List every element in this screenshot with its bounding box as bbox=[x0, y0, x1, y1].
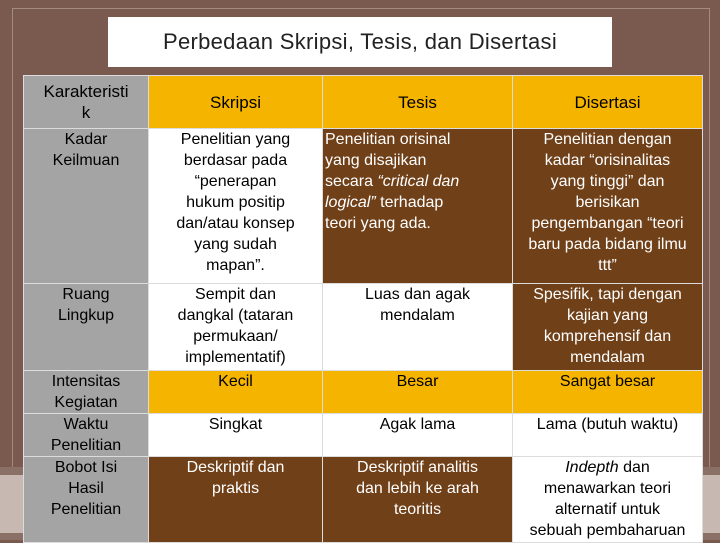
cell-skripsi-waktu: Singkat bbox=[149, 414, 323, 457]
cell-tesis-waktu: Agak lama bbox=[323, 414, 513, 457]
cell-tesis-ruang bbox=[323, 284, 513, 371]
cell-skripsi-kadar bbox=[149, 129, 323, 284]
slide-title-text: Perbedaan Skripsi, Tesis, dan Disertasi bbox=[162, 29, 558, 54]
comparison-table bbox=[23, 75, 703, 543]
cell-line: Penelitian yang bbox=[180, 131, 291, 148]
cell-line: dan lebih ke arah bbox=[356, 480, 479, 497]
header-karakteristik-line: Karakteristi bbox=[43, 82, 129, 101]
cell-italic-text: Indepth bbox=[565, 459, 619, 476]
header-karakteristik bbox=[24, 76, 149, 129]
table-row bbox=[24, 371, 703, 414]
cell-line: mendalam bbox=[570, 349, 645, 366]
cell-tesis-kadar bbox=[323, 129, 513, 284]
row-label-waktu bbox=[24, 414, 149, 457]
cell-line: menawarkan teori bbox=[543, 480, 672, 497]
cell-disertasi-bobot bbox=[513, 457, 703, 543]
cell-line: mendalam bbox=[380, 307, 455, 324]
cell-line: komprehensif dan bbox=[543, 328, 672, 345]
label-line: Kegiatan bbox=[54, 394, 118, 411]
label-line: Hasil bbox=[68, 480, 104, 497]
label-line: Intensitas bbox=[51, 373, 121, 390]
table-row bbox=[24, 284, 703, 371]
cell-line: teoritis bbox=[393, 501, 442, 518]
cell-line: hukum positip bbox=[186, 194, 285, 211]
cell-italic-text: “critical dan bbox=[377, 173, 460, 190]
left-decoration bbox=[0, 475, 24, 533]
label-line: Penelitian bbox=[50, 437, 122, 454]
cell-line: kadar “orisinalitas bbox=[544, 152, 671, 169]
cell-line: permukaan/ bbox=[193, 328, 278, 345]
label-line: Penelitian bbox=[50, 501, 122, 518]
label-line: Keilmuan bbox=[52, 152, 120, 169]
cell-line: alternatif untuk bbox=[555, 501, 660, 518]
cell-line: yang disajikan bbox=[325, 152, 427, 169]
cell-line: Sempit dan bbox=[195, 286, 276, 303]
cell-line: Penelitian dengan bbox=[543, 131, 672, 148]
label-line: Waktu bbox=[63, 416, 109, 433]
cell-line: Luas dan agak bbox=[365, 286, 470, 303]
cell-line: berdasar pada bbox=[183, 152, 288, 169]
table-row bbox=[24, 414, 703, 457]
cell-skripsi-intensitas: Kecil bbox=[149, 371, 323, 414]
row-label-intensitas bbox=[24, 371, 149, 414]
cell-disertasi-kadar bbox=[513, 129, 703, 284]
cell-skripsi-bobot bbox=[149, 457, 323, 543]
cell-disertasi-ruang bbox=[513, 284, 703, 371]
label-line: Bobot Isi bbox=[54, 459, 118, 476]
cell-line bbox=[325, 192, 512, 213]
table-row bbox=[24, 129, 703, 284]
cell-line: ttt” bbox=[598, 257, 617, 274]
label-line: Lingkup bbox=[57, 307, 115, 324]
cell-line: pengembangan “teori bbox=[531, 215, 684, 232]
header-disertasi: Disertasi bbox=[513, 76, 703, 129]
cell-line: mapan”. bbox=[206, 257, 265, 274]
cell-line: berisikan bbox=[575, 194, 640, 211]
cell-disertasi-waktu: Lama (butuh waktu) bbox=[513, 414, 703, 457]
cell-line: Deskriptif dan bbox=[186, 459, 285, 476]
cell-line: kajian yang bbox=[567, 307, 648, 324]
row-label-kadar-keilmuan bbox=[24, 129, 149, 284]
table-row bbox=[24, 457, 703, 543]
cell-line: implementatif) bbox=[185, 349, 286, 366]
slide-title bbox=[108, 17, 612, 67]
cell-line: dan/atau konsep bbox=[176, 215, 295, 232]
cell-line: “penerapan bbox=[194, 173, 277, 190]
cell-tesis-bobot bbox=[323, 457, 513, 543]
cell-line: Deskriptif analitis bbox=[357, 459, 478, 476]
cell-text: secara bbox=[325, 173, 378, 190]
cell-skripsi-ruang bbox=[149, 284, 323, 371]
row-label-ruang-lingkup bbox=[24, 284, 149, 371]
row-label-bobot bbox=[24, 457, 149, 543]
cell-line: dangkal (tataran bbox=[177, 307, 294, 324]
cell-line: Penelitian orisinal bbox=[325, 131, 451, 148]
cell-line bbox=[513, 457, 702, 478]
cell-line: Spesifik, tapi dengan bbox=[533, 286, 682, 303]
cell-italic-text: logical” bbox=[325, 194, 376, 211]
header-tesis: Tesis bbox=[323, 76, 513, 129]
table-header-row bbox=[24, 76, 703, 129]
cell-text: dan bbox=[618, 459, 650, 476]
cell-line: sebuah pembaharuan bbox=[529, 522, 686, 539]
label-line: Ruang bbox=[62, 286, 110, 303]
cell-text: terhadap bbox=[375, 194, 444, 211]
header-karakteristik-line: k bbox=[81, 103, 91, 122]
cell-line: praktis bbox=[211, 480, 260, 497]
cell-line: teori yang ada. bbox=[325, 215, 431, 232]
cell-line: baru pada bidang ilmu bbox=[528, 236, 687, 253]
header-skripsi: Skripsi bbox=[149, 76, 323, 129]
cell-line bbox=[325, 171, 512, 192]
cell-tesis-intensitas: Besar bbox=[323, 371, 513, 414]
cell-line: yang tinggi” dan bbox=[550, 173, 665, 190]
cell-line: yang sudah bbox=[194, 236, 277, 253]
cell-disertasi-intensitas: Sangat besar bbox=[513, 371, 703, 414]
label-line: Kadar bbox=[64, 131, 108, 148]
